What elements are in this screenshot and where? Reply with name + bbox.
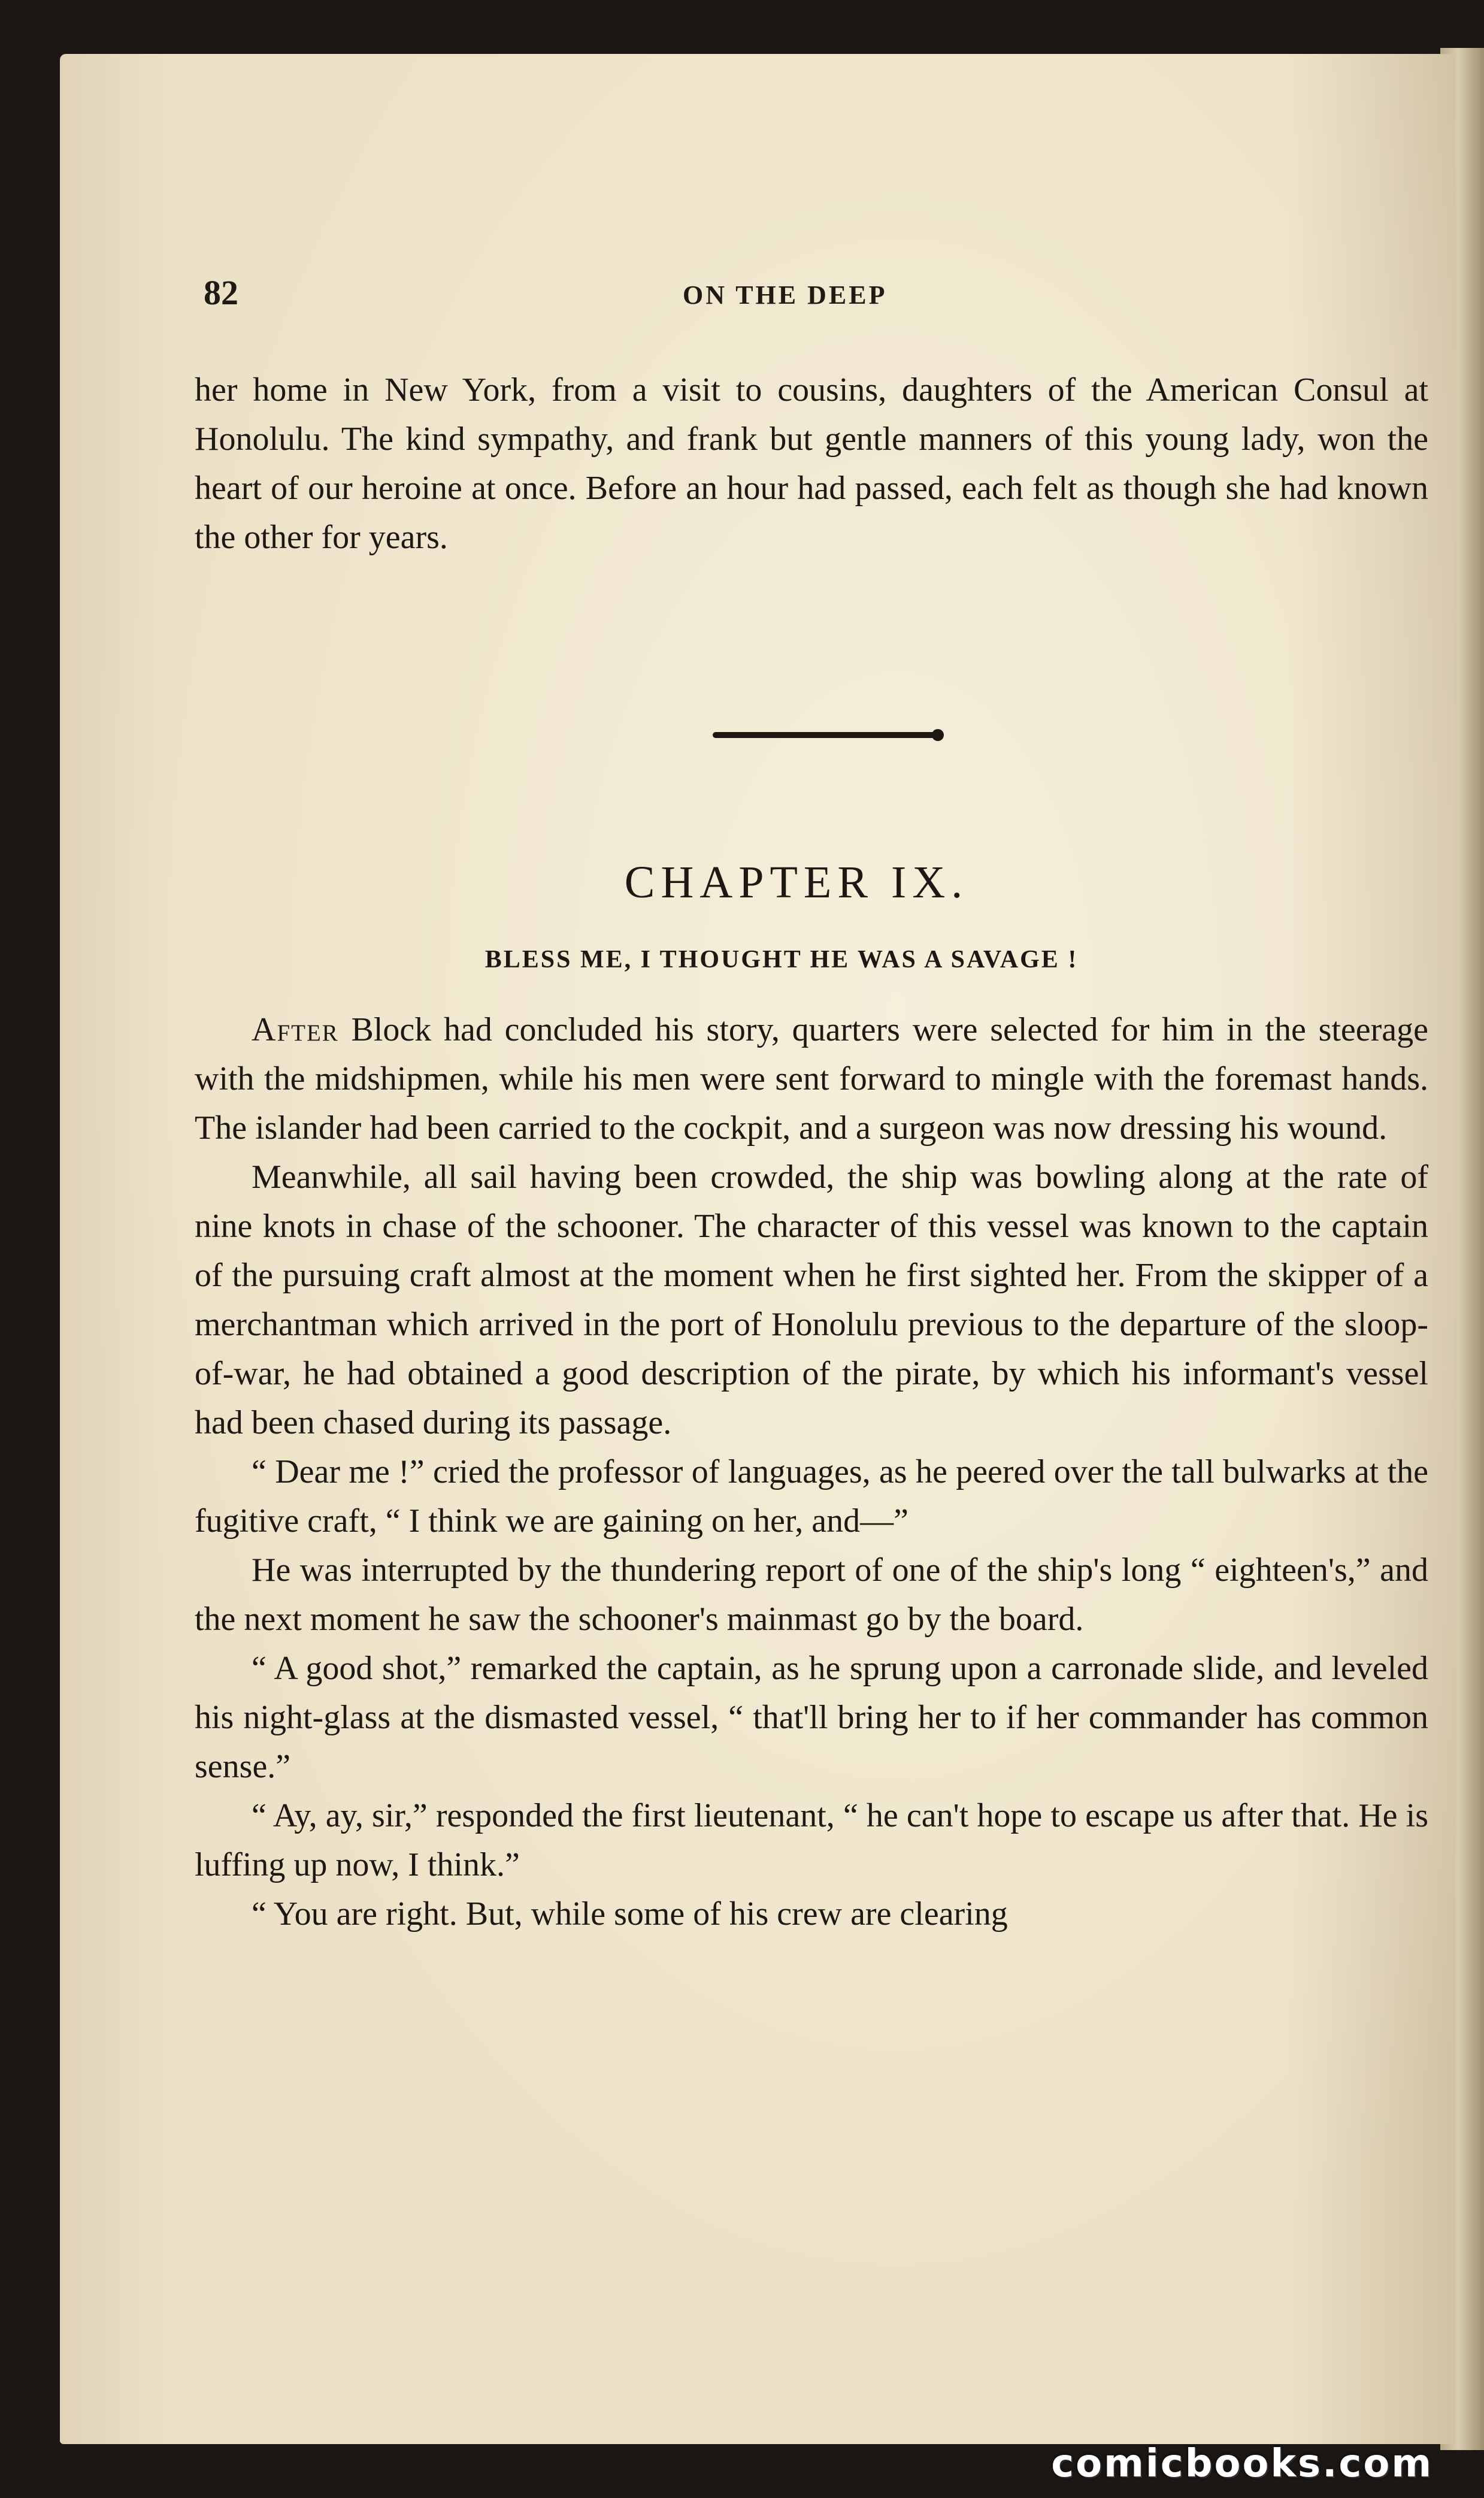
chapter-subtitle: BLESS ME, I THOUGHT HE WAS A SAVAGE ! [484, 946, 1079, 973]
section-divider [713, 732, 940, 738]
paragraph: He was interrupted by the thundering report of one of the ship's long “ eighteen's,” and the next moment he saw the schooner's mainmast go by the board. [195, 1552, 1428, 1638]
paragraph: “ Dear me !” cried the professor of languages, as he peered over the tall bulwarks at the fugitive craft, “ I think we are gaining on her, and—” [195, 1453, 1428, 1540]
chapter-title: CHAPTER IX. [624, 857, 969, 908]
paragraph: “ Ay, ay, sir,” responded the first lieutenant, “ he can't hope to escape us after that. He is luffing up now, I think.” [195, 1797, 1428, 1883]
book-page [60, 54, 1455, 2444]
paragraph [195, 1005, 1428, 1153]
paragraph: Meanwhile, all sail having been crowded, the ship was bowling along at the rate of nine knots in chase of the schooner. The character of this vessel was known to the captain of the pursuing craft almost at the moment when he first sighted her. From the skipper of a merchantman which arrived in the port of Honolulu previous to the departure of the sloop-of-war, he had obtained a good description of the pirate, by which his informant's vessel had been chased during its passage. [195, 1159, 1428, 1441]
drop-lead-word: After [252, 1011, 339, 1048]
paragraph-text: Block had concluded his story, quarters were selected for him in the steerage with the midshipmen, while his men were sent forward to mingle with the foremast hands. The islander had been carried to the cockpit, and a surgeon was now dressing his wound. [195, 1011, 1428, 1147]
chapter-body [195, 1005, 1428, 1938]
running-head: ON THE DEEP [683, 280, 888, 310]
page-number: 82 [204, 273, 238, 312]
page-header [60, 273, 1455, 326]
paragraph-continuation: her home in New York, from a visit to cousins, daughters of the American Consul at Honolulu. The kind sympathy, and frank but gentle manners of this young lady, won the heart of our heroine at once. Before an hour had passed, each felt as though she had known the other for years. [195, 371, 1428, 556]
watermark-text: comicbooks.com [1051, 2442, 1433, 2486]
top-text-block [195, 365, 1428, 562]
paragraph: “ You are right. But, while some of his crew are clearing [252, 1895, 1008, 1933]
paragraph: “ A good shot,” remarked the captain, as he sprung upon a carronade slide, and leveled his night-glass at the dismasted vessel, “ that'll bring her to if her commander has common sense.” [195, 1650, 1428, 1785]
